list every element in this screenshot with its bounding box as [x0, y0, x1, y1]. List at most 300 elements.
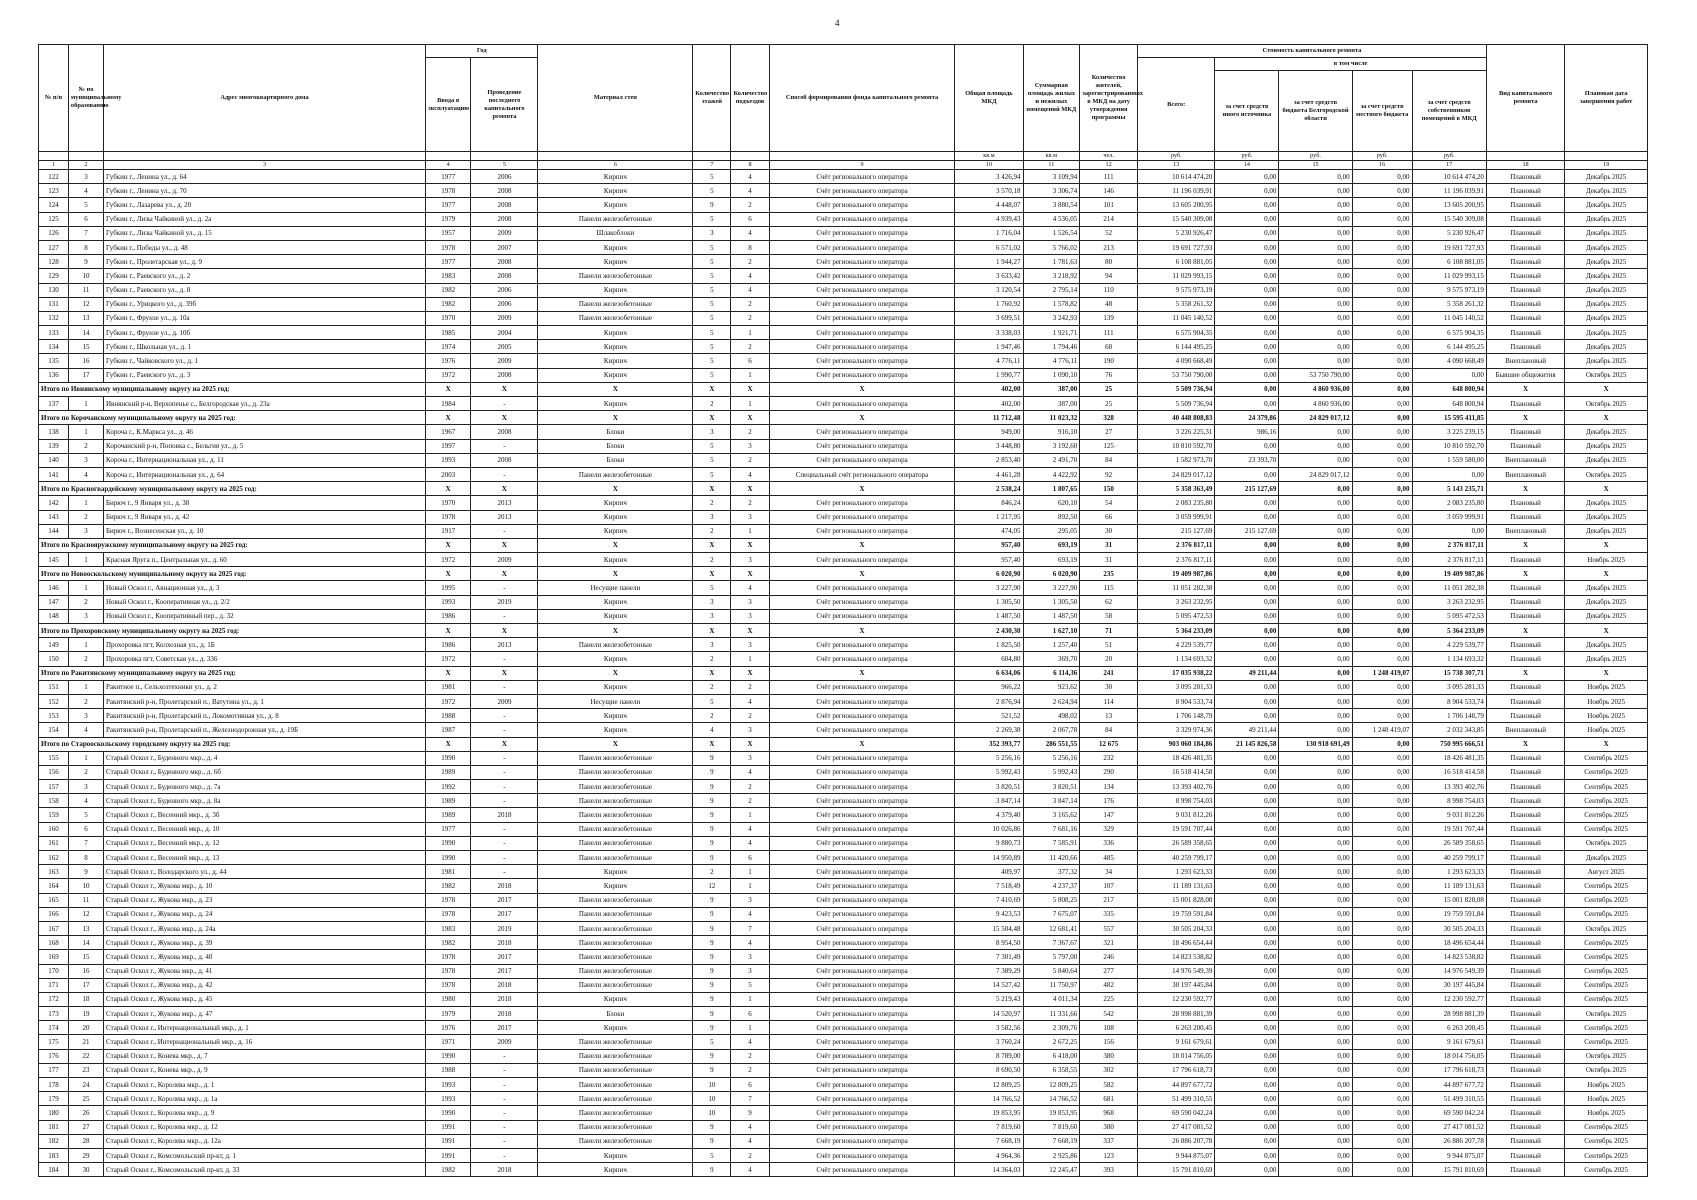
table-cell: Плановый	[1486, 751, 1564, 765]
table-cell: 0,00	[1412, 467, 1486, 481]
table-cell: 8 789,00	[955, 1049, 1023, 1063]
table-cell: 232	[1080, 751, 1138, 765]
table-cell: 2004	[471, 326, 538, 340]
table-cell: Старый Оскол г., Конева мкр., д. 9	[104, 1063, 426, 1077]
table-cell: 155	[39, 751, 69, 765]
table-cell: Кирпич	[538, 397, 693, 411]
summary-cell: X	[471, 411, 538, 425]
table-cell: 6 108 881,05	[1412, 255, 1486, 269]
table-cell: 17 796 618,73	[1412, 1063, 1486, 1077]
table-cell: 923,62	[1023, 680, 1080, 694]
table-cell: Панели железобетонные	[538, 1078, 693, 1092]
table-cell: 1978	[426, 184, 471, 198]
table-cell: 213	[1080, 240, 1138, 254]
header-year-commissioning: Ввода в эксплуатацию	[426, 58, 471, 152]
table-cell: 16 518 414,58	[1412, 765, 1486, 779]
table-cell: 3	[68, 453, 103, 467]
table-cell: 94	[1080, 269, 1138, 283]
table-row	[39, 354, 1648, 368]
table-cell: Кирпич	[538, 709, 693, 723]
table-cell: 152	[39, 694, 69, 708]
table-cell: 11 420,66	[1023, 851, 1080, 865]
table-cell: 0,00	[1215, 765, 1279, 779]
summary-row	[39, 482, 1648, 496]
table-cell: 0,00	[1352, 1035, 1412, 1049]
table-cell: 12 245,47	[1023, 1163, 1080, 1177]
table-cell: Бирюч г., Вознесенская ул., д. 10	[104, 524, 426, 538]
table-cell: 0,00	[1352, 283, 1412, 297]
table-cell: 1984	[426, 397, 471, 411]
table-cell: 3 227,90	[955, 581, 1023, 595]
table-cell: 148	[39, 609, 69, 623]
table-cell: Старый Оскол г., Весенний мкр., д. 13	[104, 851, 426, 865]
table-cell: 7 819,60	[1023, 1120, 1080, 1134]
table-cell: 4 939,43	[955, 212, 1023, 226]
column-number-cell: 18	[1486, 161, 1564, 170]
table-cell: Губкин г., Чайковского ул., д. 1	[104, 354, 426, 368]
unit-cell: кв.м	[955, 152, 1023, 161]
table-cell: 23	[68, 1063, 103, 1077]
table-cell: Несущие панели	[538, 581, 693, 595]
table-cell: Корочанский р-н, Поповка с., Бельгия ул., д. 5	[104, 439, 426, 453]
table-row	[39, 1106, 1648, 1120]
table-cell: Плановый	[1486, 851, 1564, 865]
header-walls: Материал стен	[538, 45, 693, 152]
table-cell: 157	[39, 780, 69, 794]
table-cell: 1 578,82	[1023, 297, 1080, 311]
table-cell: 329	[1080, 822, 1138, 836]
table-cell: 0,00	[1279, 198, 1352, 212]
table-cell: 10 614 474,20	[1412, 170, 1486, 184]
table-row	[39, 226, 1648, 240]
table-cell: 0,00	[1215, 255, 1279, 269]
table-cell: 0,00	[1215, 397, 1279, 411]
table-cell: 1977	[426, 822, 471, 836]
table-cell: 0,00	[1352, 680, 1412, 694]
table-cell: Старый Оскол г., Володарского ул., д. 44	[104, 865, 426, 879]
unit-cell	[471, 152, 538, 161]
table-cell: 144	[39, 524, 69, 538]
table-cell: 335	[1080, 907, 1138, 921]
table-cell: 0,00	[1215, 198, 1279, 212]
table-cell: 0,00	[1279, 893, 1352, 907]
table-cell: 0,00	[1352, 652, 1412, 666]
table-cell: 949,00	[955, 425, 1023, 439]
table-cell: 4 461,28	[955, 467, 1023, 481]
table-cell: 0,00	[1352, 638, 1412, 652]
table-cell: 1 716,04	[955, 226, 1023, 240]
table-cell: 4	[731, 936, 769, 950]
table-cell: 3	[731, 638, 769, 652]
summary-cell: 0,00	[1352, 382, 1412, 396]
table-cell: Старый Оскол г., Жукова мкр., д. 10	[104, 879, 426, 893]
table-cell: Панели железобетонные	[538, 921, 693, 935]
table-cell: 2006	[471, 297, 538, 311]
table-cell: 1 305,50	[955, 595, 1023, 609]
table-row	[39, 269, 1648, 283]
table-cell: Внеплановый	[1486, 723, 1564, 737]
table-cell: 3	[68, 524, 103, 538]
table-cell: Плановый	[1486, 595, 1564, 609]
table-cell: 0,00	[1352, 212, 1412, 226]
summary-row	[39, 567, 1648, 581]
unit-cell	[426, 152, 471, 161]
table-cell: Счёт регионального оператора	[769, 851, 955, 865]
table-cell: Красная Яруга п., Центральная ул., д. 60	[104, 553, 426, 567]
table-cell: Счёт регионального оператора	[769, 595, 955, 609]
table-cell: 2017	[471, 1021, 538, 1035]
table-cell: 1 794,46	[1023, 340, 1080, 354]
table-cell: Новый Оскол г., Авиационная ул., д. 3	[104, 581, 426, 595]
table-cell: 2 925,86	[1023, 1148, 1080, 1162]
summary-cell: X	[1565, 737, 1648, 751]
table-cell: 8 690,50	[955, 1063, 1023, 1077]
table-cell: Плановый	[1486, 510, 1564, 524]
table-cell: 0,00	[1279, 269, 1352, 283]
table-cell: 9	[693, 1120, 731, 1134]
table-row	[39, 297, 1648, 311]
table-cell: 5 230 926,47	[1412, 226, 1486, 240]
unit-cell	[104, 152, 426, 161]
table-cell: 6 575 904,35	[1412, 326, 1486, 340]
table-cell: 9	[693, 1163, 731, 1177]
summary-cell: 130 918 691,49	[1279, 737, 1352, 751]
table-cell: 2 795,14	[1023, 283, 1080, 297]
table-cell: 5 230 926,47	[1138, 226, 1215, 240]
table-cell: 0,00	[1215, 794, 1279, 808]
table-cell: 1971	[426, 1035, 471, 1049]
table-cell: 14 976 549,39	[1138, 964, 1215, 978]
header-regional-budget: за счет средств бюджета Белгородской области	[1279, 71, 1352, 152]
table-cell: 0,00	[1279, 950, 1352, 964]
table-cell: 129	[39, 269, 69, 283]
summary-cell: 903 060 184,86	[1138, 737, 1215, 751]
table-row	[39, 822, 1648, 836]
table-cell: Старый Оскол г., Жукова мкр., д. 42	[104, 978, 426, 992]
table-cell: Октябрь 2025	[1565, 467, 1648, 481]
table-cell: 4 964,36	[955, 1148, 1023, 1162]
table-cell: -	[471, 1078, 538, 1092]
summary-cell: X	[426, 624, 471, 638]
table-cell: Октябрь 2025	[1565, 1007, 1648, 1021]
table-cell: 1 825,50	[955, 638, 1023, 652]
table-cell: 12	[68, 297, 103, 311]
table-cell: 0,00	[1352, 1007, 1412, 1021]
table-cell: 0,00	[1279, 595, 1352, 609]
header-total-area: Общая площадь МКД	[955, 45, 1023, 152]
table-cell: 2	[731, 496, 769, 510]
table-cell: 0,00	[1215, 1134, 1279, 1148]
summary-cell: 0,00	[1279, 666, 1352, 680]
summary-cell: 2 376 817,11	[1138, 538, 1215, 552]
table-cell: Декабрь 2025	[1565, 198, 1648, 212]
table-cell: 2009	[471, 311, 538, 325]
summary-cell: X	[1565, 624, 1648, 638]
summary-cell: X	[769, 666, 955, 680]
table-cell: 377,32	[1023, 865, 1080, 879]
table-cell: 14 823 538,82	[1412, 950, 1486, 964]
table-cell: 4	[731, 836, 769, 850]
summary-cell: X	[769, 624, 955, 638]
table-cell: 0,00	[1279, 808, 1352, 822]
table-cell: Октябрь 2025	[1565, 397, 1648, 411]
table-cell: 1 305,50	[1023, 595, 1080, 609]
table-cell: 11 331,66	[1023, 1007, 1080, 1021]
table-cell: 4 229 539,77	[1138, 638, 1215, 652]
table-cell: 11 750,97	[1023, 978, 1080, 992]
table-cell: 182	[39, 1134, 69, 1148]
table-cell: 0,00	[1215, 496, 1279, 510]
table-cell: 2 876,94	[955, 694, 1023, 708]
table-cell: 31	[1080, 553, 1138, 567]
table-cell: 5	[693, 184, 731, 198]
table-cell: 176	[1080, 794, 1138, 808]
table-row	[39, 595, 1648, 609]
table-row	[39, 936, 1648, 950]
table-cell: 11 189 131,63	[1138, 879, 1215, 893]
table-cell: 1982	[426, 283, 471, 297]
table-cell: Старый Оскол г., Королева мкр., д. 1	[104, 1078, 426, 1092]
table-cell: 18 014 756,05	[1412, 1049, 1486, 1063]
table-row	[39, 510, 1648, 524]
table-cell: 25	[1080, 397, 1138, 411]
table-cell: 139	[1080, 311, 1138, 325]
table-row	[39, 240, 1648, 254]
table-cell: 0,00	[1352, 1148, 1412, 1162]
table-cell: 151	[39, 680, 69, 694]
table-cell: 3	[68, 780, 103, 794]
table-cell: 2	[731, 680, 769, 694]
table-cell: Кирпич	[538, 283, 693, 297]
table-cell: 0,00	[1279, 170, 1352, 184]
table-cell: Кирпич	[538, 992, 693, 1006]
table-cell: Счёт регионального оператора	[769, 893, 955, 907]
table-cell: 0,00	[1279, 794, 1352, 808]
header-address: Адрес многоквартирного дома	[104, 45, 426, 152]
column-number-cell: 1	[39, 161, 69, 170]
table-cell: 26 886 207,78	[1412, 1134, 1486, 1148]
table-cell: 24 829 017,12	[1279, 467, 1352, 481]
summary-cell: 0,00	[1352, 567, 1412, 581]
summary-cell: 71	[1080, 624, 1138, 638]
table-cell: 2018	[471, 992, 538, 1006]
table-cell: 5 256,16	[1023, 751, 1080, 765]
table-cell: 0,00	[1279, 879, 1352, 893]
table-cell: 3	[731, 751, 769, 765]
table-cell: Октябрь 2025	[1565, 368, 1648, 382]
table-cell: 2	[68, 510, 103, 524]
table-cell: 4	[731, 269, 769, 283]
table-cell: Счёт регионального оператора	[769, 1120, 955, 1134]
table-cell: 167	[39, 921, 69, 935]
table-cell: Панели железобетонные	[538, 311, 693, 325]
table-cell: 0,00	[1215, 170, 1279, 184]
table-cell: Сентябрь 2025	[1565, 936, 1648, 950]
header-owners-funds: за счет средств собственников помещений в МКД	[1412, 71, 1486, 152]
table-cell: -	[471, 581, 538, 595]
table-cell: Счёт регионального оператора	[769, 921, 955, 935]
table-cell: 132	[39, 311, 69, 325]
table-cell: 9 575 973,19	[1138, 283, 1215, 297]
table-cell: Декабрь 2025	[1565, 453, 1648, 467]
table-cell: Плановый	[1486, 964, 1564, 978]
table-cell: 3	[731, 553, 769, 567]
table-cell: 30	[68, 1163, 103, 1177]
table-cell: Счёт регионального оператора	[769, 1163, 955, 1177]
table-cell: 9 161 679,61	[1412, 1035, 1486, 1049]
table-cell: 9 031 812,26	[1412, 808, 1486, 822]
column-number-cell: 15	[1279, 161, 1352, 170]
table-cell: Кирпич	[538, 240, 693, 254]
table-cell: 4 860 936,00	[1279, 397, 1352, 411]
table-cell: 1 706 148,79	[1138, 709, 1215, 723]
table-cell: 0,00	[1215, 354, 1279, 368]
summary-cell: X	[693, 411, 731, 425]
summary-row	[39, 382, 1648, 396]
table-cell: 1	[731, 1021, 769, 1035]
table-cell: 0,00	[1215, 893, 1279, 907]
table-cell: Плановый	[1486, 780, 1564, 794]
summary-cell: 31	[1080, 538, 1138, 552]
table-cell: Декабрь 2025	[1565, 311, 1648, 325]
table-row	[39, 184, 1648, 198]
table-cell: 3	[731, 510, 769, 524]
table-cell: 7 668,19	[955, 1134, 1023, 1148]
table-cell: 14 527,42	[955, 978, 1023, 992]
table-cell: Счёт регионального оператора	[769, 680, 955, 694]
table-cell: Старый Оскол г., Буденного мкр., д. 6б	[104, 765, 426, 779]
table-cell: 1989	[426, 808, 471, 822]
summary-cell: X	[471, 624, 538, 638]
table-cell: Ракитянский р-н, Пролетарский п., Ватутина ул., д. 1	[104, 694, 426, 708]
table-cell: 0,00	[1352, 1134, 1412, 1148]
table-cell: 5	[693, 694, 731, 708]
table-cell: Панели железобетонные	[538, 964, 693, 978]
table-cell: 0,00	[1215, 1007, 1279, 1021]
table-cell: Плановый	[1486, 283, 1564, 297]
table-cell: 44 897 677,72	[1138, 1078, 1215, 1092]
table-cell: 6	[731, 354, 769, 368]
table-cell: 184	[39, 1163, 69, 1177]
table-cell: 0,00	[1352, 226, 1412, 240]
table-cell: 9	[731, 1106, 769, 1120]
table-cell: Старый Оскол г., Жукова мкр., д. 40	[104, 950, 426, 964]
table-cell: 3 120,54	[955, 283, 1023, 297]
table-cell: Панели железобетонные	[538, 794, 693, 808]
table-cell: 5	[693, 354, 731, 368]
table-cell: 13 393 402,76	[1138, 780, 1215, 794]
table-cell: 0,00	[1279, 581, 1352, 595]
summary-cell: X	[769, 538, 955, 552]
table-cell: 0,00	[1352, 340, 1412, 354]
table-cell: 1972	[426, 368, 471, 382]
table-cell: 1 947,46	[955, 340, 1023, 354]
table-cell: 0,00	[1215, 212, 1279, 226]
table-cell: Сентябрь 2025	[1565, 794, 1648, 808]
column-number-cell: 3	[104, 161, 426, 170]
table-cell: Панели железобетонные	[538, 808, 693, 822]
table-cell: 114	[1080, 694, 1138, 708]
table-cell: 163	[39, 865, 69, 879]
table-row	[39, 836, 1648, 850]
table-cell: Ракитянский р-н, Пролетарский п., Железнодорожная ул., д. 19Б	[104, 723, 426, 737]
table-cell: 0,00	[1279, 709, 1352, 723]
table-cell: 1978	[426, 950, 471, 964]
table-cell: 9	[693, 921, 731, 935]
unit-cell	[1565, 152, 1648, 161]
table-cell: 0,00	[1279, 609, 1352, 623]
table-row	[39, 1007, 1648, 1021]
table-cell: 3	[693, 425, 731, 439]
table-cell: Плановый	[1486, 297, 1564, 311]
table-cell: 0,00	[1215, 1148, 1279, 1162]
table-cell: Плановый	[1486, 1148, 1564, 1162]
table-cell: 0,00	[1279, 1049, 1352, 1063]
table-cell: 0,00	[1279, 1007, 1352, 1021]
table-cell: 7 389,29	[955, 964, 1023, 978]
table-cell: Счёт регионального оператора	[769, 269, 955, 283]
table-row	[39, 397, 1648, 411]
header-year-last-repair: Проведение последнего капитального ремонта	[471, 58, 538, 152]
table-cell: Блоки	[538, 425, 693, 439]
table-cell: 1 582 973,70	[1138, 453, 1215, 467]
table-cell: Плановый	[1486, 553, 1564, 567]
table-cell: Счёт регионального оператора	[769, 354, 955, 368]
table-cell: 246	[1080, 950, 1138, 964]
summary-label: Итого по Краснояружскому муниципальному округу на 2025 год:	[39, 538, 426, 552]
table-row	[39, 638, 1648, 652]
summary-cell: 0,00	[1215, 624, 1279, 638]
table-cell: 1972	[426, 652, 471, 666]
table-cell: 19	[68, 1007, 103, 1021]
table-cell: 0,00	[1215, 283, 1279, 297]
table-cell: Счёт регионального оператора	[769, 879, 955, 893]
header-local-budget: за счет средств местного бюджета	[1352, 71, 1412, 152]
table-cell: 2013	[471, 638, 538, 652]
table-row	[39, 865, 1648, 879]
table-cell: 1 090,10	[1023, 368, 1080, 382]
table-cell: 0,00	[1279, 907, 1352, 921]
table-cell: 2	[693, 524, 731, 538]
table-cell: Декабрь 2025	[1565, 425, 1648, 439]
table-cell: 44 897 677,72	[1412, 1078, 1486, 1092]
column-number-cell: 16	[1352, 161, 1412, 170]
table-cell: 1981	[426, 865, 471, 879]
table-row	[39, 368, 1648, 382]
table-cell: 126	[39, 226, 69, 240]
table-cell: Август 2025	[1565, 865, 1648, 879]
table-cell: Счёт регионального оператора	[769, 496, 955, 510]
table-cell: Губкин г., Раевского ул., д. 8	[104, 283, 426, 297]
table-cell: 3 847,14	[955, 794, 1023, 808]
table-cell: 0,00	[1279, 255, 1352, 269]
table-cell: Октябрь 2025	[1565, 836, 1648, 850]
table-cell: 1986	[426, 638, 471, 652]
table-cell: 9	[68, 865, 103, 879]
table-cell: 0,00	[1279, 212, 1352, 226]
table-cell: 5	[731, 978, 769, 992]
table-cell: 6 144 495,25	[1412, 340, 1486, 354]
table-cell: 0,00	[1279, 354, 1352, 368]
table-cell: 174	[39, 1021, 69, 1035]
table-cell: 12 230 592,77	[1412, 992, 1486, 1006]
table-cell: Счёт регионального оператора	[769, 1134, 955, 1148]
table-cell: 1978	[426, 510, 471, 524]
table-cell: 1 134 693,32	[1412, 652, 1486, 666]
table-cell: 0,00	[1215, 822, 1279, 836]
table-cell: 0,00	[1215, 1021, 1279, 1035]
table-cell: 137	[39, 397, 69, 411]
